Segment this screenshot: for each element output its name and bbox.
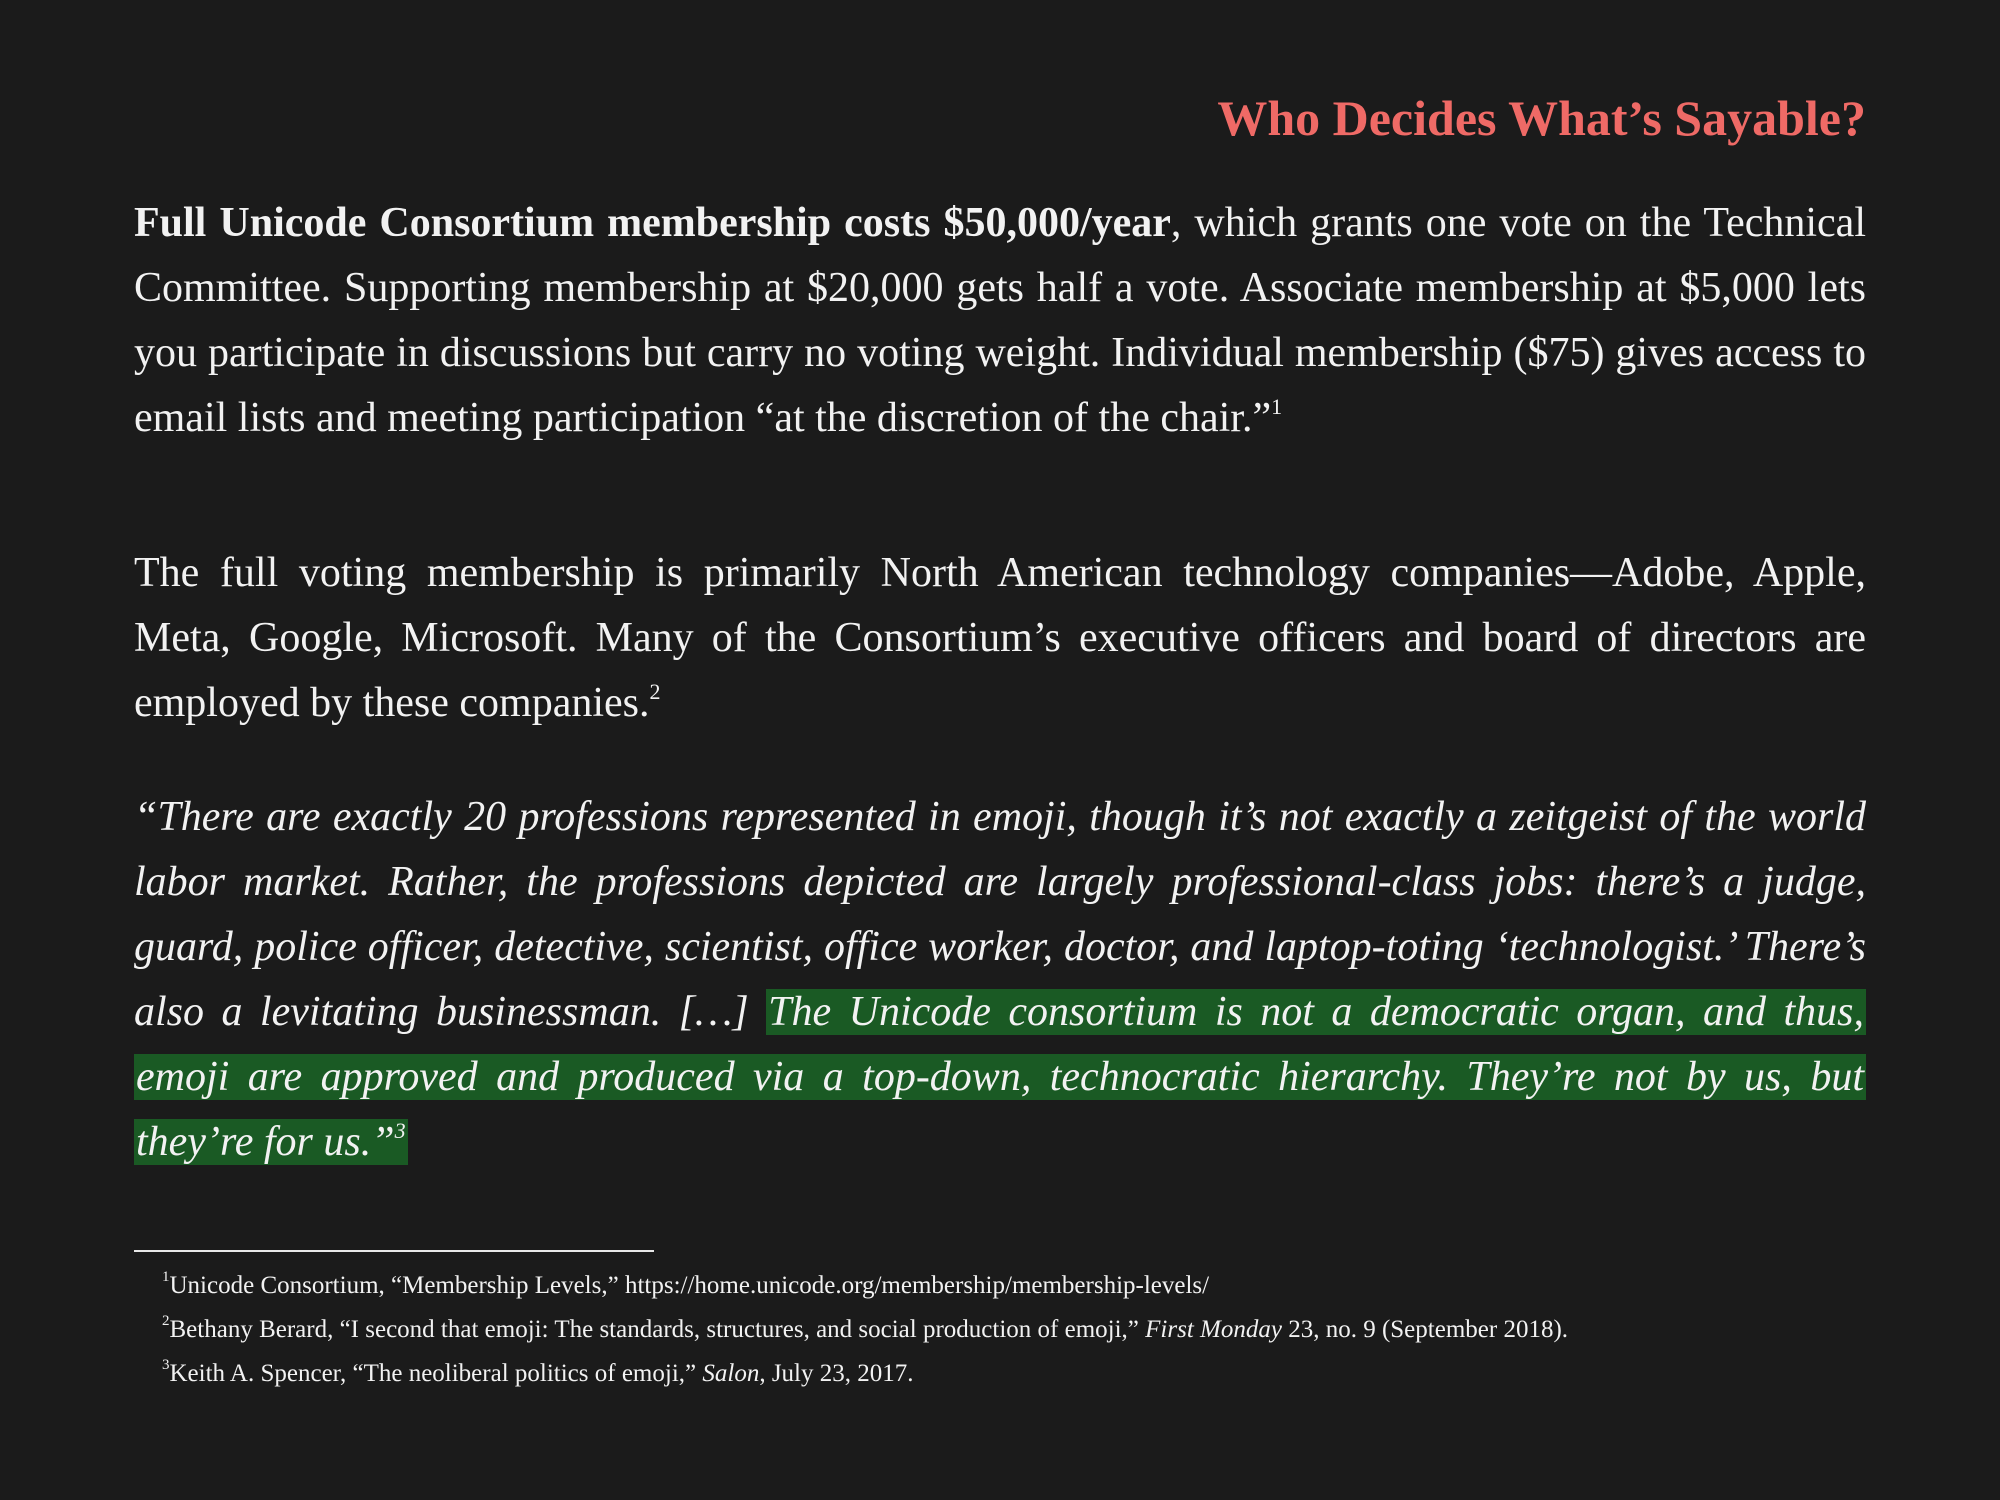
membership-cost-lead: Full Unicode Consortium membership costs $50,000/year bbox=[134, 200, 1171, 246]
footnote-text-tail: 23, no. 9 (September 2018). bbox=[1281, 1316, 1569, 1343]
footnote-source-title: First Monday bbox=[1145, 1316, 1282, 1343]
footnote-number: 3 bbox=[162, 1356, 170, 1373]
emoji-quote bbox=[134, 785, 1866, 1175]
slide-title: Who Decides What’s Sayable? bbox=[1217, 90, 1866, 146]
footnote-text: Unicode Consortium, “Membership Levels,” https://home.unicode.org/membership/membership-levels/ bbox=[169, 1272, 1210, 1299]
quote-text: “There are exactly 20 professions represented in emoji, though it’s not exactly a zeitgeist of the world labor market. Rather, the professions depicted are largely professional-class jobs: there’s a judge, guard, police officer, detective, scientist, office worker, doctor, and laptop-toting ‘technologist.’ There’s also a levitating businessman. […] bbox=[134, 794, 1866, 1035]
footnote-text: Keith A. Spencer, “The neoliberal politics of emoji,” bbox=[169, 1360, 703, 1387]
footnotes-list bbox=[162, 1264, 1568, 1396]
footnote-2 bbox=[162, 1308, 1568, 1352]
footnote-source-title: Salon bbox=[702, 1360, 760, 1387]
footnote-text-tail: , July 23, 2017. bbox=[759, 1360, 914, 1387]
voting-membership-text: The full voting membership is primarily North American technology companies—Adobe, Apple, Meta, Google, Microsoft. Many of the Consortium’s executive officers and board of directors are employed by these companies. bbox=[134, 550, 1866, 726]
footnote-1 bbox=[162, 1264, 1568, 1308]
footnote-number: 1 bbox=[162, 1268, 170, 1285]
quote-highlight-content: The Unicode consortium is not a democratic organ, and thus, emoji are approved and produced via a top-down, technocratic hierarchy. They’re not by us, but they’re for us.” bbox=[136, 989, 1864, 1165]
footnote-number: 2 bbox=[162, 1312, 170, 1329]
footnote-ref-2[interactable]: 2 bbox=[649, 679, 661, 704]
footnote-divider bbox=[134, 1250, 654, 1252]
footnote-text: Bethany Berard, “I second that emoji: The standards, structures, and social production of emoji,” bbox=[169, 1316, 1146, 1343]
slide bbox=[134, 0, 1866, 1500]
footnote-3 bbox=[162, 1352, 1568, 1396]
footnote-ref-3[interactable]: 3 bbox=[394, 1118, 406, 1143]
membership-paragraph bbox=[134, 191, 1866, 451]
footnote-ref-1[interactable]: 1 bbox=[1271, 394, 1283, 419]
voting-membership-paragraph bbox=[134, 541, 1866, 736]
membership-paragraph-text: , which grants one vote on the Technical Committee. Supporting membership at $20,000 gets half a vote. Associate membership at $5,000 lets you participate in discussions but carry no voting weight. Individual membership ($75) gives access to email lists and meeting participation “at the discretion of the chair.” bbox=[134, 200, 1866, 441]
